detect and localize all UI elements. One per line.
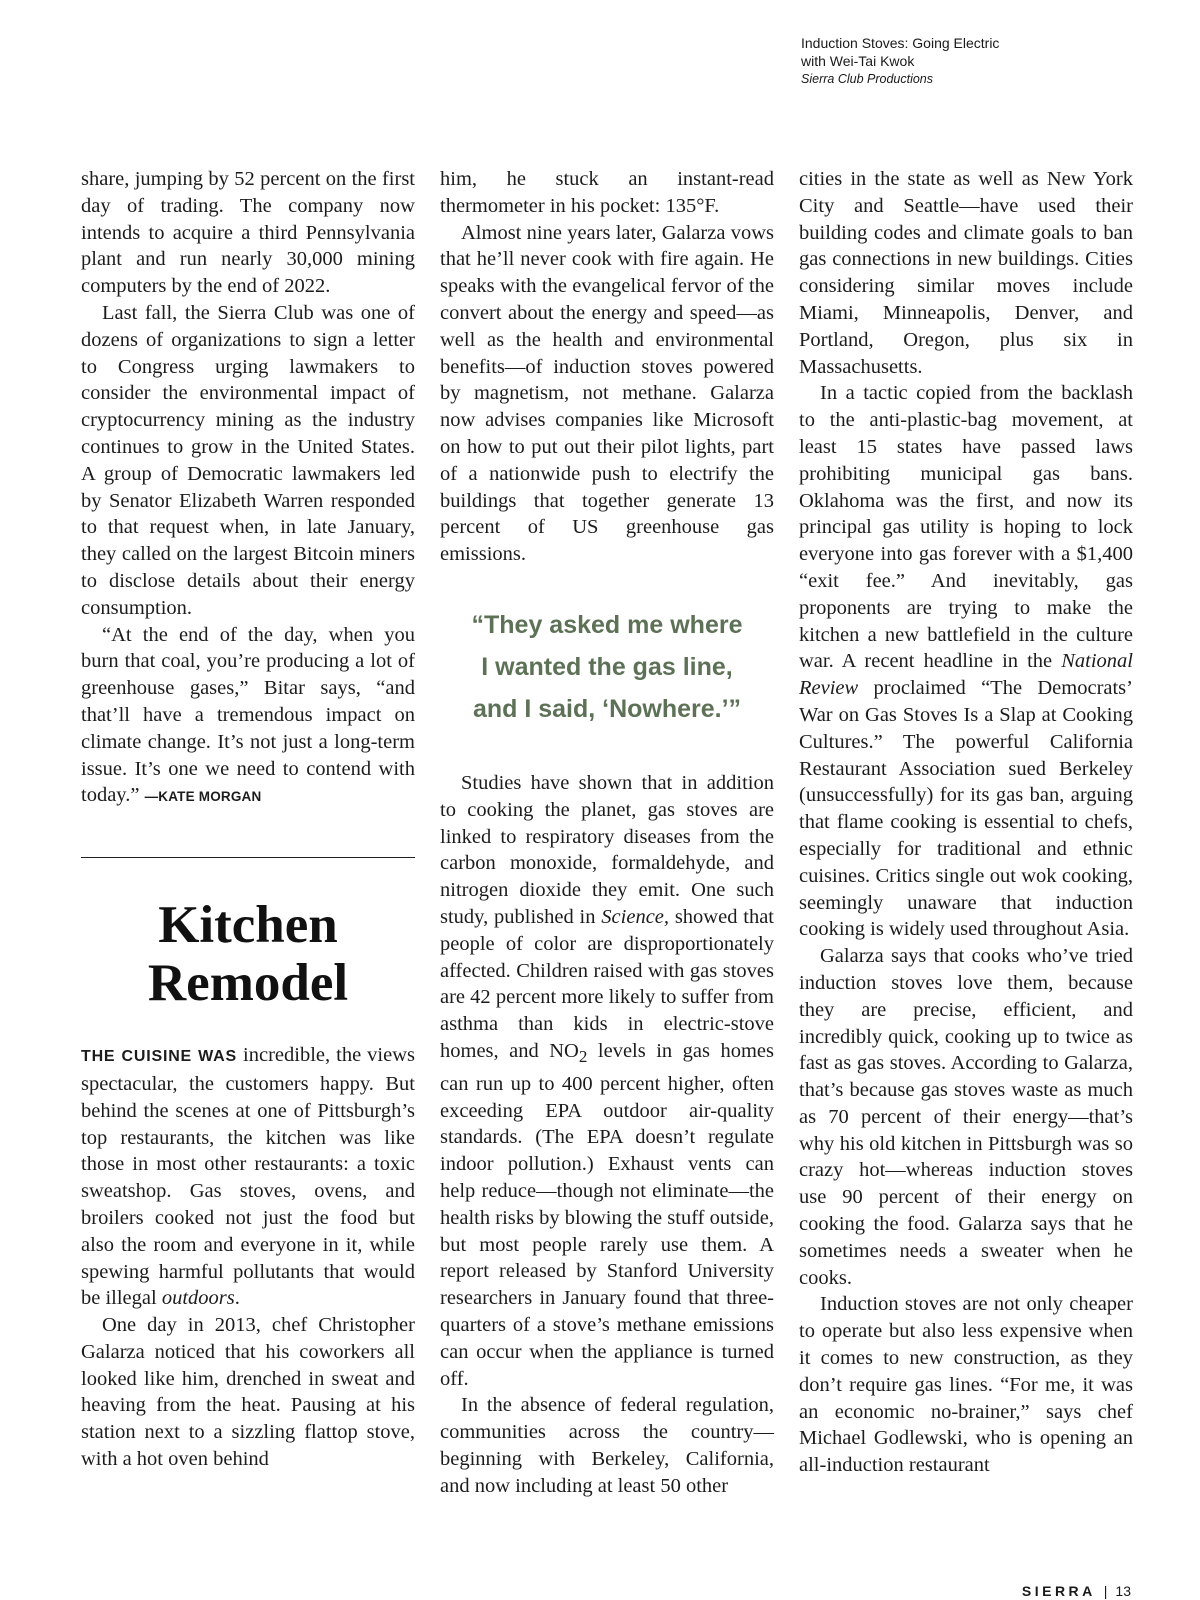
promo-title-line2: with Wei-Tai Kwok	[801, 53, 915, 69]
pull-quote	[440, 604, 774, 730]
promo-source: Sierra Club Productions	[801, 72, 934, 86]
text: In a tactic copied from the backlash to the anti-plastic-bag movement, at least 15 states have passed laws prohibiting municipal gas bans. Oklahoma was the first, and now its principal gas utility is hoping to lock everyone into gas forever with a $1,400 “exit fee.” And inevitably, gas proponents are trying to make the kitchen a new battlefield in the culture war. A recent headline in the	[799, 382, 1133, 673]
pull-quote-line2: I wanted the gas line,	[481, 652, 733, 681]
subscript: 2	[578, 1047, 588, 1067]
paragraph: Almost nine years later, Galarza vows that he’ll never cook with fire again. He speaks with the evangelical fervor of the convert about the energy and speed—as well as the health and environmental benefits—of induction stoves powered by magnetism, not methane. Galarza now advises companies like Microsoft on how to put out their pilot lights, part of a nationwide push to electrify the buildings that together generate 13 percent of US greenhouse gas emissions.	[440, 221, 774, 566]
footer-separator: |	[1103, 1583, 1108, 1599]
lead-paragraph	[81, 1042, 415, 1312]
italic-text: Science,	[601, 905, 670, 928]
column-1	[81, 166, 415, 1473]
column-3	[799, 166, 1133, 1479]
headline-line2: Remodel	[147, 954, 349, 1013]
paragraph: him, he stuck an instant-read thermometer in his pocket: 135°F.	[440, 168, 774, 217]
paragraph: Last fall, the Sierra Club was one of dozens of organizations to sign a letter to Congress urging lawmakers to consider the environmental impact of cryptocurrency mining as the industry continues to grow in the United States. A group of Democratic lawmakers led by Senator Elizabeth Warren responded to that request when, in late January, they called on the largest Bitcoin miners to disclose details about their energy consumption.	[81, 301, 415, 619]
section-divider	[81, 857, 415, 858]
quote-text: “At the end of the day, when you burn that coal, you’re producing a lot of greenhouse gases,” Bitar says, “and that’ll have a tremendous impact on climate change. It’s not just a long-term issue. It’s one we need to contend with today.”	[81, 623, 415, 807]
column-2	[440, 166, 774, 1500]
text: Studies have shown that in addition to cooking the planet, gas stoves are linked to respiratory diseases from the carbon monoxide, formaldehyde, and nitrogen dioxide they emit. One such study, published in	[440, 771, 774, 928]
promo-title-line1: Induction Stoves: Going Electric	[801, 35, 1000, 51]
paragraph: One day in 2013, chef Christopher Galarza noticed that his coworkers all looked like him, drenched in sweat and heaving from the heat. Pausing at his station next to a sizzling flattop stove, with a hot oven behind	[81, 1314, 415, 1471]
paragraph: share, jumping by 52 percent on the first day of trading. The company now intends to acquire a third Pennsylvania plant and run nearly 30,000 mining computers by the end of 2022.	[81, 168, 415, 298]
text: showed that people of color are disproportionately affected. Children raised with gas stoves are 42 percent more likely to suffer from asthma than kids in electric-stove homes, and NO	[440, 905, 774, 1062]
section-headline	[81, 896, 415, 1012]
paragraph: Galarza says that cooks who’ve tried induction stoves love them, because they are precise, efficient, and incredibly quick, cooking up to twice as fast as gas stoves. According to Galarza, that’s because gas stoves waste as much as 70 percent of their energy—that’s why his old kitchen in Pittsburgh was so crazy hot—whereas induction stoves use 90 percent of their energy on cooking the food. Galarza says that he sometimes needs a sweater when he cooks.	[799, 945, 1133, 1289]
quote-paragraph	[81, 622, 415, 812]
lead-text-end: .	[234, 1287, 240, 1310]
paragraph: cities in the state as well as New York City and Seattle—have used their building codes and climate goals to ban gas connections in new buildings. Cities considering similar moves include Miami, Minneapolis, Denver, and Portland, Oregon, plus six in Massachusetts.	[799, 168, 1133, 378]
text: levels in gas homes can run up to 400 percent higher, often exceeding EPA outdoor air-quality standards. (The EPA doesn’t regulate indoor pollution.) Exhaust vents can help reduce—though not eliminate—the health risks by blowing the stuff outside, but most people rarely use them. A report released by Stanford University researchers in January found that three-quarters of a stove’s methane emissions can occur when the appliance is turned off.	[440, 1039, 774, 1390]
page-footer	[1022, 1583, 1131, 1599]
italic-text: outdoors	[161, 1287, 235, 1310]
video-promo	[801, 34, 1101, 88]
page-number: 13	[1115, 1583, 1131, 1599]
magazine-name: SIERRA	[1021, 1583, 1096, 1599]
paragraph	[799, 380, 1133, 943]
paragraph	[440, 770, 774, 1392]
pull-quote-line3: and I said, ‘Nowhere.’”	[472, 694, 742, 723]
pull-quote-line1: “They asked me where	[471, 610, 743, 639]
headline-line1: Kitchen	[158, 896, 338, 955]
paragraph: In the absence of federal regulation, communities across the country—beginning with Berkeley, California, and now including at least 50 other	[440, 1394, 774, 1497]
lead-text: incredible, the views spectacular, the customers happy. But behind the scenes at one of Pittsburgh’s top restaurants, the kitchen was like those in most other restaurants: a toxic sweatshop. Gas stoves, ovens, and broilers cooked not just the food but also the room and everyone in it, while spewing harmful pollutants that would be illegal	[81, 1044, 415, 1310]
text: proclaimed “The Democrats’ War on Gas Stoves Is a Slap at Cooking Cultures.” The powerful California Restaurant Association sued Berkeley (unsuccessfully) for its gas ban, arguing that flame cooking is essential to chefs, especially for traditional and ethnic cuisines. Critics single out wok cooking, seemingly unaware that induction cooking is widely used throughout Asia.	[799, 677, 1133, 941]
byline: —KATE MORGAN	[144, 789, 262, 805]
italic-text: National Review	[799, 650, 1133, 700]
paragraph: Induction stoves are not only cheaper to operate but also less expensive when it comes to new construction, as they don’t require gas lines. “For me, it was an economic no-brainer,” says chef Michael Godlewski, who is opening an all-induction restaurant	[799, 1293, 1133, 1477]
lead-in: THE CUISINE WAS	[81, 1048, 238, 1066]
